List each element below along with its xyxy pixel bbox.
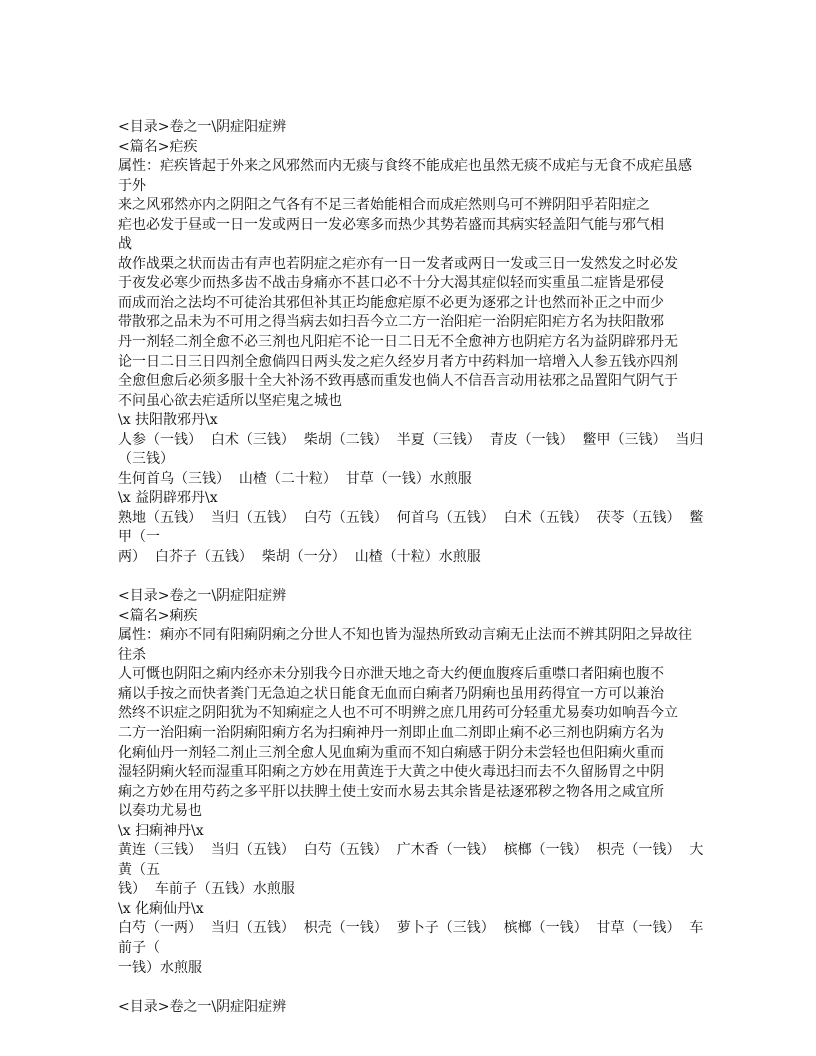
text-line: 黄（五 — [118, 861, 160, 878]
text-line: 然终不识症之阴阳犹为不知痢症之人也不可不明辨之庶几用药可分轻重尤易奏功如响吾今立 — [118, 705, 678, 722]
text-line: 二方一治阳痢一治阴痢阳痢方名为扫痢神丹一剂即止血二剂即止痢不必三剂也阴痢方名为 — [118, 724, 664, 741]
text-line: 以奏功尤易也 — [118, 803, 202, 820]
text-line: 一钱）水煎服 — [118, 959, 202, 976]
text-line: 全愈但愈后必须多服十全大补汤不致再感而重发也倘人不信吾言动用祛邪之品置阳气阴气于 — [118, 373, 678, 390]
text-line: \x 益阴辟邪丹\x — [118, 490, 218, 507]
text-line: 钱） 车前子（五钱）水煎服 — [118, 881, 295, 898]
blank-line — [118, 568, 708, 588]
text-line: 故作战栗之状而齿击有声也若阴症之疟亦有一日一发者或两日一发或三日一发然发之时必发 — [118, 255, 678, 272]
text-line: 人可慨也阴阳之痢内经亦未分别我今日亦泄天地之奇大约便血腹疼后重噤口者阳痢也腹不 — [118, 666, 664, 683]
text-line: 黄连（三钱） 当归（五钱） 白芍（五钱） 广木香（一钱） 槟榔（一钱） 枳壳（一钱） 大 — [118, 842, 704, 859]
text-line: 疟也必发于昼或一日一发或两日一发必寒多而热少其势若盛而其病实轻盖阳气能与邪气相 — [118, 216, 664, 233]
text-line: <篇名>痢疾 — [118, 607, 198, 624]
text-line: 两） 白芥子（五钱） 柴胡（一分） 山楂（十粒）水煎服 — [118, 549, 481, 566]
text-line: 来之风邪然亦内之阴阳之气各有不足三者始能相合而成疟然则乌可不辨阴阳乎若阳症之 — [118, 197, 650, 214]
text-line: \x 扫痢神丹\x — [118, 822, 204, 839]
text-line: 化痢仙丹一剂轻二剂止三剂全愈人见血痢为重而不知白痢感于阴分未尝轻也但阳痢火重而 — [118, 744, 664, 761]
text-line: <篇名>疟疾 — [118, 138, 198, 155]
text-line: 属性：疟疾皆起于外来之风邪然而内无痰与食终不能成疟也虽然无痰不成疟与无食不成疟虽感 — [118, 158, 692, 175]
text-line: 前子（ — [118, 939, 160, 956]
text-line: 甲（一 — [118, 529, 160, 546]
text-line: \x 化痢仙丹\x — [118, 900, 204, 917]
document-page — [118, 118, 708, 1017]
text-line: 不问虽心欲去疟适所以坚疟鬼之城也 — [118, 392, 342, 409]
text-line: 带散邪之品未为不可用之得当病去如扫吾今立二方一治阳疟一治阴疟阳疟方名为扶阳散邪 — [118, 314, 664, 331]
text-line: 湿轻阴痢火轻而湿重耳阳痢之方妙在用黄连于大黄之中使火毒迅扫而去不久留肠胃之中阴 — [118, 764, 664, 781]
text-line: <目录>卷之一\阴症阳症辨 — [118, 998, 287, 1015]
text-line: \x 扶阳散邪丹\x — [118, 412, 218, 429]
text-line: 白芍（一两） 当归（五钱） 枳壳（一钱） 萝卜子（三钱） 槟榔（一钱） 甘草（一钱） 车 — [118, 920, 704, 937]
text-line: 论一日二日三日四剂全愈倘四日两头发之疟久经岁月者方中药料加一培增入人参五钱亦四剂 — [118, 353, 678, 370]
text-line: 而成而治之法均不可徒治其邪但补其正均能愈疟原不必更为逐邪之计也然而补正之中而少 — [118, 294, 664, 311]
text-line: 痢之方妙在用芍药之多平肝以扶脾土使土安而水易去其余皆是祛逐邪秽之物各用之咸宜所 — [118, 783, 664, 800]
text-line: 生何首乌（三钱） 山楂（二十粒） 甘草（一钱）水煎服 — [118, 470, 472, 487]
text-line: <目录>卷之一\阴症阳症辨 — [118, 119, 287, 135]
blank-line — [118, 978, 708, 998]
text-line: （三钱） — [118, 451, 174, 468]
text-line: 人参（一钱） 白术（三钱） 柴胡（二钱） 半夏（三钱） 青皮（一钱） 鳖甲（三钱） 当归 — [118, 431, 704, 448]
text-line: 往杀 — [118, 646, 146, 663]
text-line: <目录>卷之一\阴症阳症辨 — [118, 588, 287, 605]
text-line: 战 — [118, 236, 132, 253]
text-line: 于外 — [118, 177, 146, 194]
text-line: 丹一剂轻二剂全愈不必三剂也凡阳疟不论一日二日无不全愈神方也阴疟方名为益阴辟邪丹无 — [118, 334, 678, 351]
text-line: 于夜发必寒少而热多齿不战击身痛亦不甚口必不十分大渴其症似轻而实重虽二症皆是邪侵 — [118, 275, 664, 292]
text-line: 痛以手按之而快者粪门无急迫之状日能食无血而白痢者乃阴痢也虽用药得宜一方可以兼治 — [118, 685, 664, 702]
text-line: 熟地（五钱） 当归（五钱） 白芍（五钱） 何首乌（五钱） 白术（五钱） 茯苓（五钱） 鳖 — [118, 509, 704, 526]
text-line: 属性：痢亦不同有阳痢阴痢之分世人不知也皆为湿热所致动言痢无止法而不辨其阴阳之异故往 — [118, 627, 692, 644]
